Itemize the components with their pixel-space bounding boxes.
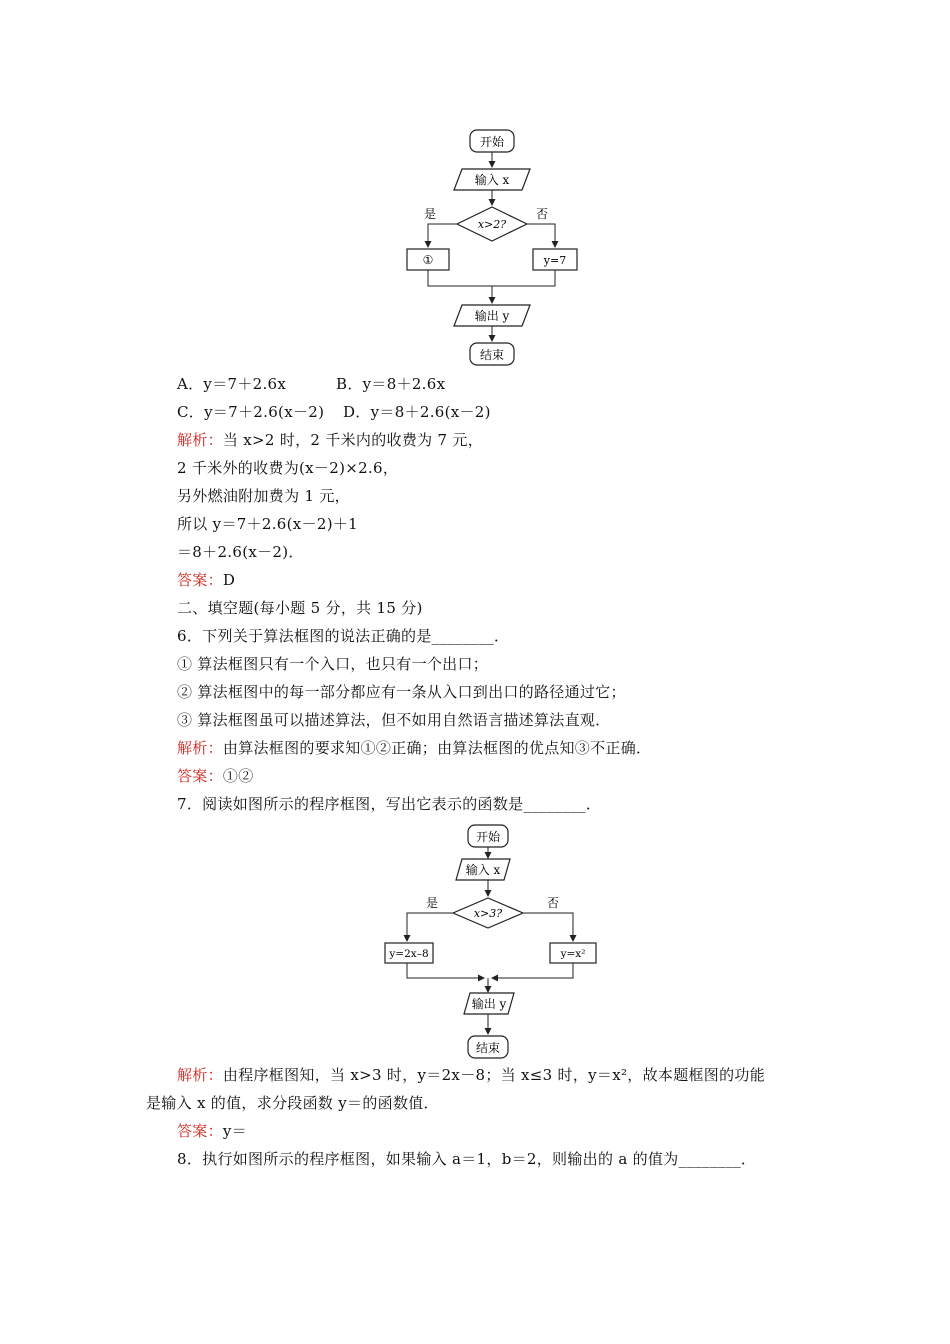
- no-process-label: y=x²: [560, 948, 586, 960]
- no-label: 否: [546, 896, 560, 910]
- q7-analysis-text-1: 由程序框图知，当 x>3 时，y＝2x－8；当 x≤3 时，y＝x²，故本题框图的功能: [222, 1066, 765, 1084]
- no-label: 否: [535, 207, 549, 221]
- yes-process-label: ①: [422, 253, 434, 267]
- q8-stem: 8．执行如图所示的程序框图，如果输入 a＝1，b＝2，则输出的 a 的值为________．: [177, 1150, 757, 1168]
- section-heading: 二、填空题(每小题 5 分，共 15 分): [177, 599, 423, 617]
- end-label: 结束: [479, 348, 505, 362]
- yes-process-label: y=2x–8: [389, 948, 429, 960]
- q7-analysis-line-2: 是输入 x 的值，求分段函数 y＝的函数值．: [146, 1094, 439, 1112]
- flowchart-2: [380, 820, 610, 1065]
- option-d: D．y＝8＋2.6(x－2): [343, 403, 491, 421]
- q7-analysis-line-1: [177, 1065, 765, 1085]
- q6-item-3: ③ 算法框图虽可以描述算法，但不如用自然语言描述算法直观．: [177, 711, 611, 729]
- start-label: 开始: [479, 135, 505, 149]
- q5-analysis-line-5: ＝8＋2.6(x－2)．: [177, 543, 304, 561]
- q5-analysis-line-2: 2 千米外的收费为(x－2)×2.6，: [177, 459, 399, 477]
- flowchart-1: [400, 125, 590, 370]
- q7-analysis-label: 解析：: [177, 1066, 223, 1084]
- decision-label: x>3?: [473, 907, 503, 920]
- q6-item-1: ① 算法框图只有一个入口，也只有一个出口；: [177, 655, 489, 673]
- q6-answer-label: 答案：: [177, 767, 223, 785]
- q6-analysis-label: 解析：: [177, 739, 223, 757]
- q6-answer: [177, 766, 254, 786]
- option-c: C．y＝7＋2.6(x－2): [177, 403, 325, 421]
- q5-answer-label: 答案：: [177, 571, 223, 589]
- q5-answer-value: D: [222, 571, 236, 589]
- q6-analysis-text: 由算法框图的要求知①②正确；由算法框图的优点知③不正确．: [222, 739, 652, 757]
- no-process-label: y=7: [543, 254, 567, 267]
- yes-label: 是: [423, 207, 437, 221]
- q5-answer: [177, 570, 235, 590]
- q6-stem: 6．下列关于算法框图的说法正确的是________．: [177, 627, 510, 645]
- end-label: 结束: [475, 1041, 501, 1055]
- q5-analysis-line-4: 所以 y＝7＋2.6(x－2)＋1: [177, 515, 358, 533]
- q5-analysis-text-1: 当 x>2 时，2 千米内的收费为 7 元，: [222, 431, 484, 449]
- input-label: 输入 x: [465, 863, 501, 877]
- yes-label: 是: [425, 896, 439, 910]
- q5-analysis-line-1: [177, 430, 483, 450]
- output-label: 输出 y: [471, 997, 507, 1011]
- q6-answer-value: ①②: [222, 767, 254, 785]
- q7-stem: 7．阅读如图所示的程序框图，写出它表示的函数是________．: [177, 795, 602, 813]
- q5-analysis-line-3: 另外燃油附加费为 1 元，: [177, 487, 350, 505]
- q7-answer-label: 答案：: [177, 1122, 223, 1140]
- input-label: 输入 x: [474, 173, 510, 187]
- decision-label: x>2?: [477, 218, 507, 231]
- q7-answer-value: y＝: [222, 1122, 247, 1140]
- q5-analysis-label: 解析：: [177, 431, 223, 449]
- q6-item-2: ② 算法框图中的每一部分都应有一条从入口到出口的路径通过它；: [177, 683, 626, 701]
- q7-answer: [177, 1121, 247, 1141]
- option-b: B．y＝8＋2.6x: [336, 375, 446, 393]
- q6-analysis: [177, 738, 651, 758]
- option-a: A．y＝7＋2.6x: [177, 375, 287, 393]
- output-label: 输出 y: [474, 309, 510, 323]
- start-label: 开始: [475, 830, 501, 844]
